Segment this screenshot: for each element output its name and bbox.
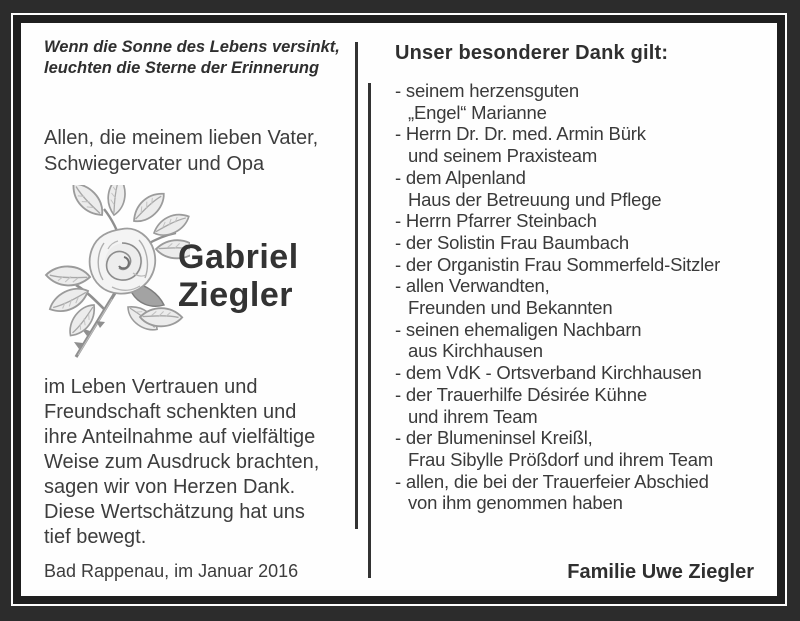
obituary-paper bbox=[11, 13, 787, 606]
intro-text bbox=[44, 125, 318, 177]
thanks-line: Frau Sibylle Prößdorf und ihrem Team bbox=[408, 448, 714, 470]
column-divider-line-left bbox=[355, 42, 358, 529]
verse-line: Wenn die Sonne des Lebens versinkt, bbox=[44, 38, 340, 56]
intro-line: Schwiegervater und Opa bbox=[44, 153, 265, 175]
thanks-heading: Unser besonderer Dank gilt: bbox=[395, 42, 669, 64]
verse-line: leuchten die Sterne der Erinnerung bbox=[44, 59, 320, 77]
intro-line: Allen, die meinem lieben Vater, bbox=[44, 127, 319, 149]
thanks-line: - der Blumeninsel Kreißl, bbox=[395, 427, 593, 449]
thanks-line: aus Kirchhausen bbox=[408, 340, 543, 362]
body-line: tief bewegt. bbox=[44, 526, 147, 548]
thanks-line: - dem Alpenland bbox=[395, 166, 526, 188]
thanks-paragraph bbox=[44, 375, 319, 550]
body-line: im Leben Vertrauen und bbox=[44, 376, 258, 398]
acknowledgement-column bbox=[395, 41, 775, 514]
thanks-line: - der Trauerhilfe Désirée Kühne bbox=[395, 383, 647, 405]
deceased-first-name: Gabriel bbox=[178, 238, 299, 276]
thanks-line: - der Solistin Frau Baumbach bbox=[395, 231, 629, 253]
body-line: ihre Anteilnahme auf vielfältige bbox=[44, 426, 316, 448]
thanks-line: Haus der Betreuung und Pflege bbox=[408, 188, 662, 210]
thanks-line: - der Organistin Frau Sommerfeld-Sitzler bbox=[395, 253, 721, 275]
body-line: Weise zum Ausdruck brachten, bbox=[44, 451, 320, 473]
body-line: Diese Wertschätzung hat uns bbox=[44, 501, 305, 523]
thanks-line: von ihm genommen haben bbox=[408, 492, 623, 514]
thanks-line: - Herrn Dr. Dr. med. Armin Bürk bbox=[395, 123, 646, 145]
place-date-line: Bad Rappenau, im Januar 2016 bbox=[44, 561, 299, 581]
thanks-line: und seinem Praxisteam bbox=[408, 145, 598, 167]
deceased-last-name: Ziegler bbox=[178, 276, 293, 314]
thanks-line: „Engel“ Marianne bbox=[408, 101, 547, 123]
thanks-line: - allen Verwandten, bbox=[395, 275, 550, 297]
column-divider-line-right bbox=[368, 83, 371, 578]
thanks-line: Freunden und Bekannten bbox=[408, 297, 613, 319]
rose-sketch-icon bbox=[38, 185, 190, 369]
family-signature: Familie Uwe Ziegler bbox=[567, 561, 754, 583]
opening-verse bbox=[44, 37, 340, 79]
thanks-line: - allen, die bei der Trauerfeier Abschied bbox=[395, 470, 709, 492]
thanks-line: - seinem herzensguten bbox=[395, 80, 579, 101]
body-line: Freundschaft schenkten und bbox=[44, 401, 297, 423]
thanks-line: - dem VdK - Ortsverband Kirchhausen bbox=[395, 362, 702, 384]
thanks-list bbox=[395, 80, 775, 514]
thanks-line: und ihrem Team bbox=[408, 405, 538, 427]
deceased-name bbox=[178, 238, 299, 314]
thanks-line: - seinen ehemaligen Nachbarn bbox=[395, 318, 642, 340]
body-line: sagen wir von Herzen Dank. bbox=[44, 476, 296, 498]
thanks-line: - Herrn Pfarrer Steinbach bbox=[395, 210, 597, 232]
